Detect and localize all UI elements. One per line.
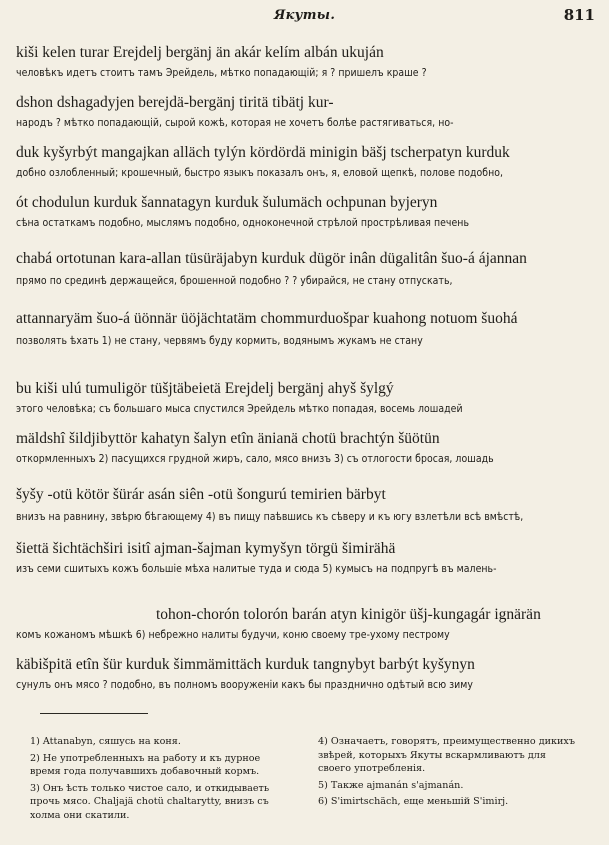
yakut-line: duk kyšyrbýt mangajkan alläch tylýn kördördä minigin bäšj tscherpatyn kurduk	[16, 144, 510, 161]
yakut-line: bu kiši ulú tumuligör tüšjtäbeietä Erejdelj bergänj ahyš šylgý	[16, 380, 394, 397]
footnote: 4) Означаетъ, говорятъ, преимущественно дикихъ звѣрей, которыхъ Якуты вскармливаютъ для своего употребленія.	[318, 736, 575, 774]
text-line-pair	[16, 540, 590, 590]
russian-gloss: человѣкъ идетъ стоитъ тамъ Эрейдель, мѣтко попадающій; я ? пришелъ краше ?	[16, 67, 427, 79]
text-line-pair	[16, 304, 590, 364]
russian-gloss: внизъ на равнину, звѣрю бѣгающему 4) въ пищу паѣвшись къ сѣверу и къ югу взлетѣли всѣ вмѣстѣ,	[16, 511, 524, 523]
russian-gloss: сунулъ онъ мясо ? подобно, въ полномъ вооруженіи какъ бы празднично одѣтый всю зиму	[16, 679, 473, 691]
interlinear-text	[16, 44, 590, 706]
footnotes-left-column	[30, 735, 290, 825]
yakut-line: käbišpitä etîn šür kurduk šimmämittäch kurduk tangnybyt barbýt kyšynyn	[16, 656, 475, 673]
text-line-pair	[16, 480, 590, 540]
footnote: 1) Attanabyn, сяшусь на коня.	[30, 736, 181, 747]
russian-gloss: изъ семи сшитыхъ кожъ большіе мѣха налитые туда и сюда 5) кумысъ на подпругѣ въ малень-	[16, 563, 497, 575]
page-number: 811	[563, 6, 595, 24]
footnote: 2) Не употребленныхъ на работу и къ дурное время года получавшихъ добавочный кормъ.	[30, 752, 261, 777]
text-line-pair	[16, 244, 590, 304]
footnote-divider	[40, 713, 148, 714]
russian-gloss: сѣна остаткамъ подобно, мыслямъ подобно, одноконечной стрѣлой прострѣливая печень	[16, 217, 470, 229]
russian-gloss: этого человѣка; съ большаго мыса спустился Эрейдель мѣтко попадая, восемь лошадей	[16, 403, 463, 415]
yakut-line: dshon dshagadyjen berejdä-bergänj tiritä tibätj kur-	[16, 94, 334, 111]
russian-gloss: народъ ? мѣтко попадающій, сырой кожѣ, которая не хочетъ болѣе растягиваться, но-	[16, 117, 454, 129]
russian-gloss: позволять ѣхать 1) не стану, червямъ буду кормить, водянымъ жукамъ не стану	[16, 335, 423, 347]
russian-gloss: откормленныхъ 2) пасущихся грудной жиръ, сало, мясо внизъ 3) съ отлогости бросая, лошадь	[16, 453, 494, 465]
yakut-line: attannaryäm šuo-á üönnär üöjächtatäm chommurduošpar kuahong notuom šuohá	[16, 310, 518, 327]
footnote: 5) Также ajmanán s'ajmanán.	[318, 779, 464, 791]
russian-gloss: добно озлобленный; крошечный, быстро языкъ показалъ онъ, я, еловой щепкѣ, полове подобно,	[16, 167, 504, 179]
russian-gloss: комъ кожаномъ мѣшкѣ 6) небрежно налиты будучи, коню своему тре-ухому пестрому	[16, 629, 450, 641]
footnote: 3) Онъ ѣсть только чистое сало, и откидываеть прочь мясо. Chaljajä chotü chaltarytty, внизъ съ холма они скатили.	[30, 782, 270, 821]
text-line-pair	[16, 144, 590, 194]
text-line-pair	[16, 430, 590, 480]
text-line-pair	[16, 194, 590, 244]
text-line-pair	[16, 606, 590, 656]
text-line-pair	[16, 94, 590, 144]
yakut-line: ót chodulun kurduk šannatagyn kurduk šulumäch ochpunan byjeryn	[16, 194, 438, 211]
page-header	[0, 4, 609, 26]
footnote: 6) S'imirtschäch, еще меньшій S'imirj.	[318, 796, 509, 807]
yakut-line: tohon-chorón tolorón barán atyn kinigör üšj-kungagár ignärän	[156, 606, 541, 623]
footnotes-right-column	[318, 735, 580, 812]
yakut-line: mäldshî šildjibyttör kahatyn šalyn etîn änianä chotü brachtýn šüötün	[16, 430, 440, 447]
yakut-line: šiettä šichtächširi isitî ajman-šajman kymyšyn törgü šimirähä	[16, 540, 396, 557]
yakut-line: chabá ortotunan kara-allan tüsüräjabyn kurduk dügör inân dügalitân šuo-á ájannan	[16, 250, 527, 267]
yakut-line: kiši kelen turar Erejdelj bergänj än akár kelím albán ukuján	[16, 44, 384, 61]
yakut-line: šyšy -otü kötör šürár asán siên -otü šongurú temirien bärbyt	[16, 486, 386, 503]
text-line-pair	[16, 380, 590, 430]
text-line-pair	[16, 44, 590, 94]
russian-gloss: прямо по срединѣ держащейся, брошенной подобно ? ? убирайся, не стану отпускать,	[16, 275, 453, 287]
text-line-pair	[16, 656, 590, 706]
running-title: Якуты.	[273, 8, 336, 23]
